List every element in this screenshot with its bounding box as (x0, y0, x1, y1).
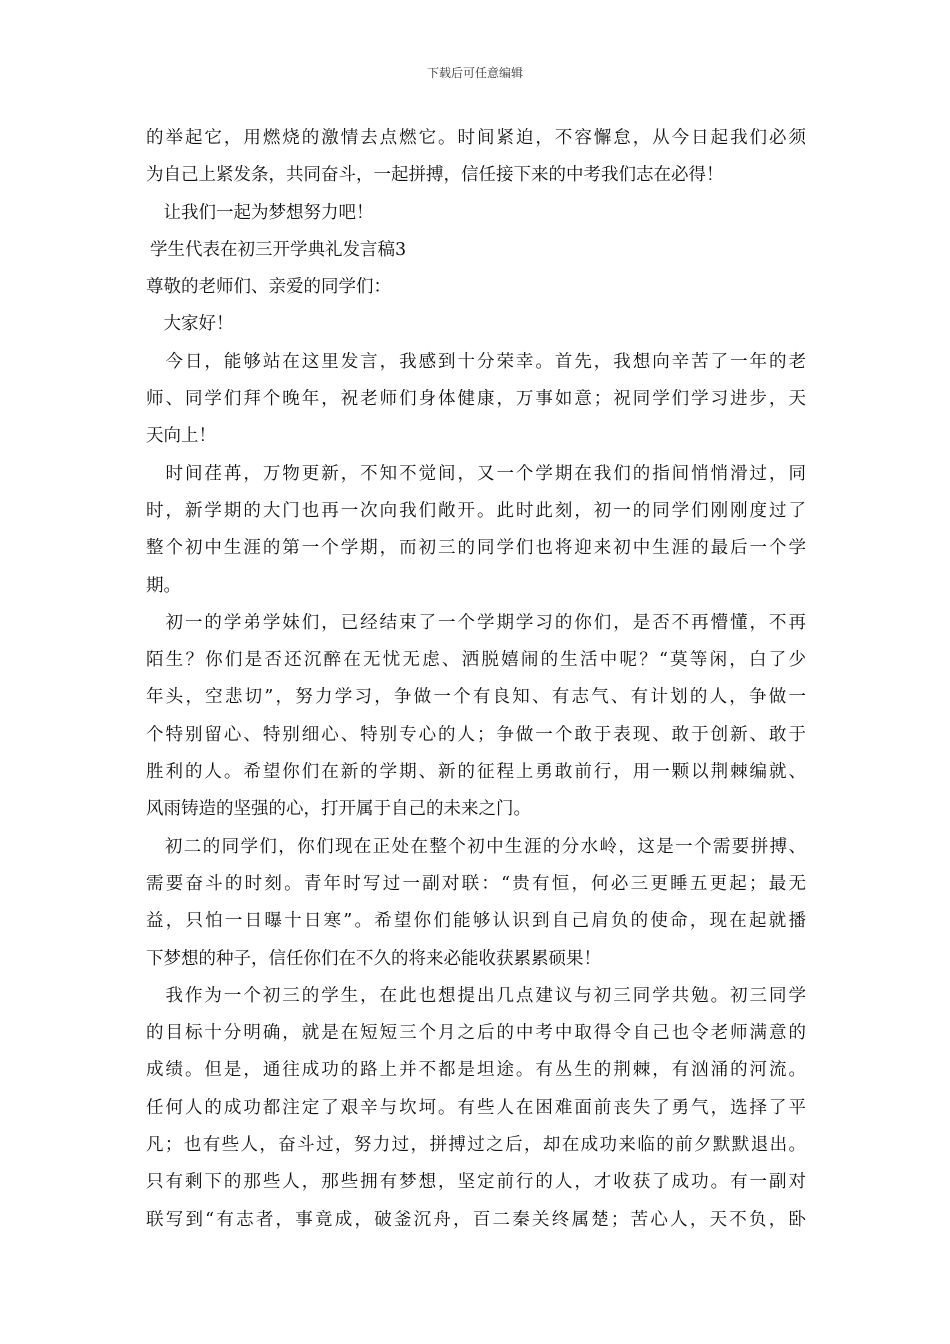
section-title: 学生代表在初三开学典礼发言稿3 (150, 239, 407, 260)
text-line: 尊敬的老师们、亲爱的同学们： (146, 277, 391, 298)
text-line: 年头，空悲切”，努力学习，争做一个有良知、有志气、有计划的人，争做一 (146, 687, 806, 708)
text-line: 胜利的人。希望你们在新的学期、新的征程上勇敢前行，用一颗以荆棘编就、 (146, 762, 806, 783)
text-line: 天向上！ (146, 426, 216, 447)
text-line: 时，新学期的大门也再一次向我们敞开。此时此刻，初一的同学们刚刚度过了 (146, 500, 806, 521)
page-header: 下载后可任意编辑 (426, 66, 523, 80)
text-line: 联写到“有志者，事竟成，破釜沉舟，百二秦关终属楚；苦心人，天不负，卧 (146, 1209, 806, 1230)
text-line: 初二的同学们，你们现在正处在整个初中生涯的分水岭，这是一个需要拼搏、 (146, 836, 806, 857)
text-line: 的目标十分明确，就是在短短三个月之后的中考中取得令自己也令老师满意的 (146, 1023, 806, 1044)
text-line: 时间荏苒，万物更新，不知不觉间，又一个学期在我们的指间悄悄滑过，同 (146, 463, 806, 484)
text-line: 任何人的成功都注定了艰辛与坎坷。有些人在困难面前丧失了勇气，选择了平 (146, 1097, 806, 1118)
text-line: 初一的学弟学妹们，已经结束了一个学期学习的你们，是否不再懵懂，不再 (146, 612, 806, 633)
text-line: 我作为一个初三的学生，在此也想提出几点建议与初三同学共勉。初三同学 (146, 985, 806, 1006)
text-line: 风雨铸造的坚强的心，打开属于自己的未来之门。 (146, 799, 531, 820)
text-line: 为自己上紧发条，共同奋斗，一起拼搏，信任接下来的中考我们志在必得！ (146, 165, 724, 186)
text-line: 期。 (146, 575, 181, 596)
text-line: 只有剩下的那些人，那些拥有梦想，坚定前行的人，才收获了成功。有一副对 (146, 1172, 806, 1193)
text-line: 个特别留心、特别细心、特别专心的人；争做一个敢于表现、敢于创新、敢于 (146, 724, 806, 745)
text-line: 让我们一起为梦想努力吧！ (146, 202, 374, 223)
text-line: 益，只怕一日曝十日寒”。希望你们能够认识到自己肩负的使命，现在起就播 (146, 911, 806, 932)
text-line: 今日，能够站在这里发言，我感到十分荣幸。首先，我想向辛苦了一年的老 (146, 351, 806, 372)
text-line: 下梦想的种子，信任你们在不久的将来必能收获累累硕果！ (146, 948, 601, 969)
text-line: 陌生？你们是否还沉醉在无忧无虑、洒脱嬉闹的生活中呢？“莫等闲，白了少 (146, 650, 806, 671)
document-body (146, 120, 806, 1239)
text-line: 师、同学们拜个晚年，祝老师们身体健康，万事如意；祝同学们学习进步，天 (146, 389, 806, 410)
text-line: 整个初中生涯的第一个学期，而初三的同学们也将迎来初中生涯的最后一个学 (146, 538, 806, 559)
text-line: 大家好！ (146, 314, 234, 335)
text-line: 凡；也有些人，奋斗过，努力过，拼搏过之后，却在成功来临的前夕默默退出。 (146, 1135, 806, 1156)
text-line: 需要奋斗的时刻。青年时写过一副对联：“贵有恒，何必三更睡五更起；最无 (146, 873, 806, 894)
text-line: 成绩。但是，通往成功的路上并不都是坦途。有丛生的荆棘，有汹涌的河流。 (146, 1060, 806, 1081)
text-line: 的举起它，用燃烧的激情去点燃它。时间紧迫，不容懈怠，从今日起我们必须 (146, 128, 806, 148)
